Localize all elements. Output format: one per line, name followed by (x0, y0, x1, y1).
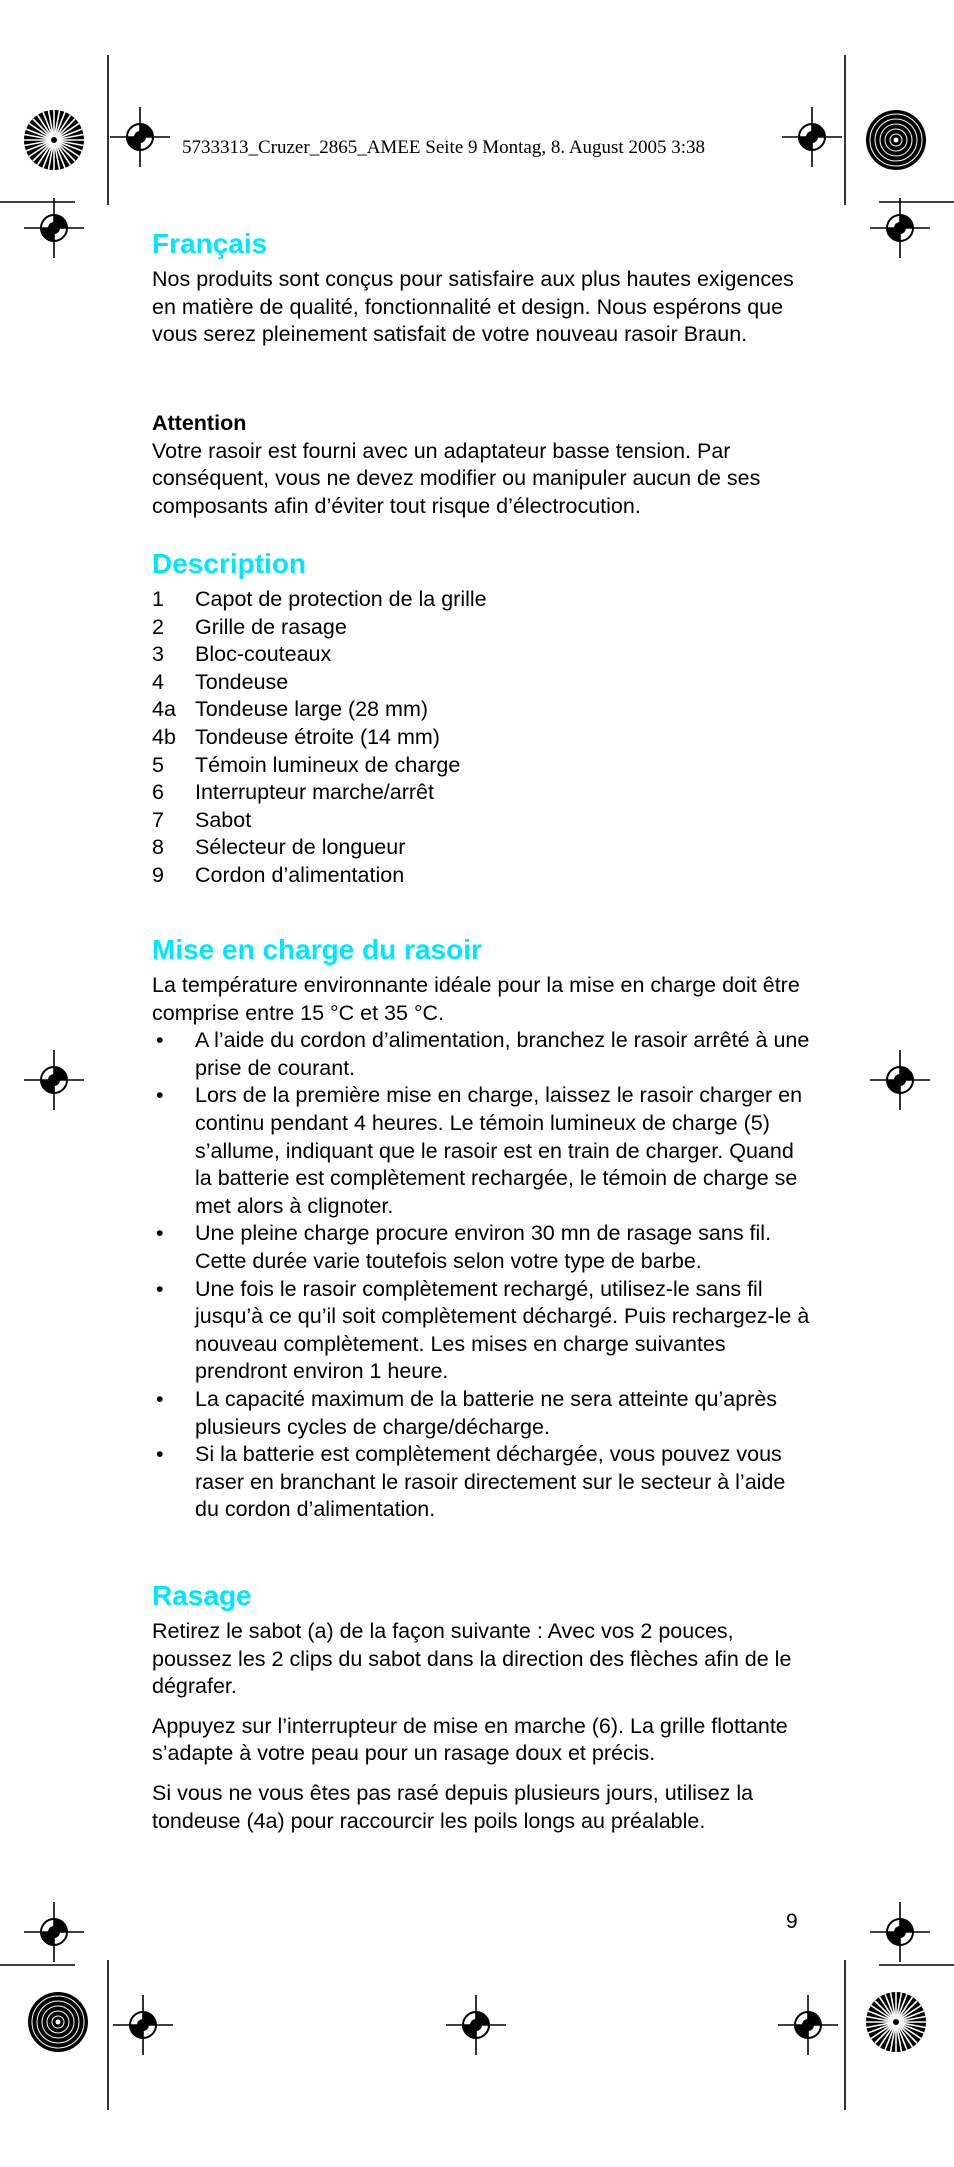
list-item (152, 752, 812, 780)
part-label: Tondeuse large (28 mm) (195, 697, 429, 722)
list-item (152, 669, 812, 697)
part-label: Bloc-couteaux (195, 642, 332, 667)
list-item: • Une pleine charge procure environ 30 mn de rasage sans fil. Cette durée varie toutefois selon votre type de barbe. (152, 1220, 812, 1275)
print-slug: 5733313_Cruzer_2865_AMEE Seite 9 Montag, 8. August 2005 3:38 (182, 137, 705, 158)
language-heading: Français (152, 228, 268, 259)
part-label: Tondeuse étroite (14 mm) (195, 724, 440, 749)
shaving-paragraph: Retirez le sabot (a) de la façon suivante : Avec vos 2 pouces, poussez les 2 clips du sabot dans la direction des flèches afin de le dégrafer. (152, 1619, 792, 1699)
part-number: 3 (152, 642, 164, 667)
part-label: Grille de rasage (195, 614, 347, 639)
intro-text: Nos produits sont conçus pour satisfaire aux plus hautes exigences en matière de qualité, fonctionnalité et design. Nous espérons que vous serez pleinement satisfait de votre nouveau rasoir Braun. (152, 267, 794, 347)
list-item (152, 586, 812, 614)
part-number: 2 (152, 614, 164, 639)
page-number: 9 (786, 1910, 798, 1933)
part-number: 1 (152, 587, 164, 611)
part-number: 9 (152, 862, 164, 887)
parts-list (152, 586, 812, 890)
part-label: Cordon d’alimentation (195, 862, 405, 887)
part-label: Capot de protection de la grille (195, 587, 487, 611)
list-item: • Lors de la première mise en charge, laissez le rasoir charger en continu pendant 4 heures. Le témoin lumineux de charge (5) s’allume, indiquant que le rasoir est en train de charger. Quand la batterie est complètement rechargée, le témoin de charge se met alors à clignoter. (152, 1082, 812, 1220)
list-item (152, 862, 812, 890)
list-item (152, 641, 812, 669)
part-number: 4 (152, 669, 164, 694)
list-item (152, 724, 812, 752)
part-number: 8 (152, 835, 164, 860)
charging-list (152, 1027, 812, 1524)
description-section (152, 546, 812, 890)
list-item (152, 696, 812, 724)
charging-section (152, 932, 812, 1524)
charging-heading: Mise en charge du rasoir (152, 934, 482, 965)
part-label: Sélecteur de longueur (195, 835, 406, 860)
attention-heading: Attention (152, 411, 247, 435)
part-label: Témoin lumineux de charge (195, 752, 461, 777)
list-item (152, 834, 812, 862)
part-number: 4a (152, 697, 176, 722)
attention-section (152, 410, 812, 520)
part-number: 7 (152, 807, 164, 832)
list-item: • Si la batterie est complètement déchargée, vous pouvez vous raser en branchant le rasoir directement sur le secteur à l’aide du cordon d’alimentation. (152, 1441, 812, 1524)
part-number: 6 (152, 780, 164, 805)
description-heading: Description (152, 548, 307, 579)
part-number: 4b (152, 724, 176, 749)
shaving-heading: Rasage (152, 1580, 252, 1611)
list-item: • A l’aide du cordon d’alimentation, branchez le rasoir arrêté à une prise de courant. (152, 1027, 812, 1082)
intro-section (152, 226, 812, 349)
attention-text: Votre rasoir est fourni avec un adaptateur basse tension. Par conséquent, vous ne devez modifier ou manipuler aucun de ses composants afin d’éviter tout risque d’électrocution. (152, 438, 761, 518)
list-item (152, 779, 812, 807)
list-item: • Une fois le rasoir complètement rechargé, utilisez-le sans fil jusqu’à ce qu’il soit complètement déchargé. Puis rechargez-le à nouveau complètement. Les mises en charge suivantes prendront environ 1 heure. (152, 1276, 812, 1386)
charging-intro: La température environnante idéale pour la mise en charge doit être comprise entre 15 °C et 35 °C. (152, 973, 800, 1025)
part-label: Tondeuse (195, 669, 289, 694)
part-label: Interrupteur marche/arrêt (195, 780, 434, 805)
shaving-paragraph: Appuyez sur l’interrupteur de mise en marche (6). La grille flottante s’adapte à votre peau pour un rasage doux et précis. (152, 1713, 788, 1766)
list-item: • La capacité maximum de la batterie ne sera atteinte qu’après plusieurs cycles de charge/décharge. (152, 1386, 812, 1441)
list-item (152, 807, 812, 835)
part-number: 5 (152, 752, 164, 777)
shaving-section (152, 1578, 812, 1835)
shaving-paragraph: Si vous ne vous êtes pas rasé depuis plusieurs jours, utilisez la tondeuse (4a) pour raccourcir les poils longs au préalable. (152, 1780, 754, 1833)
list-item (152, 614, 812, 642)
part-label: Sabot (195, 807, 252, 832)
